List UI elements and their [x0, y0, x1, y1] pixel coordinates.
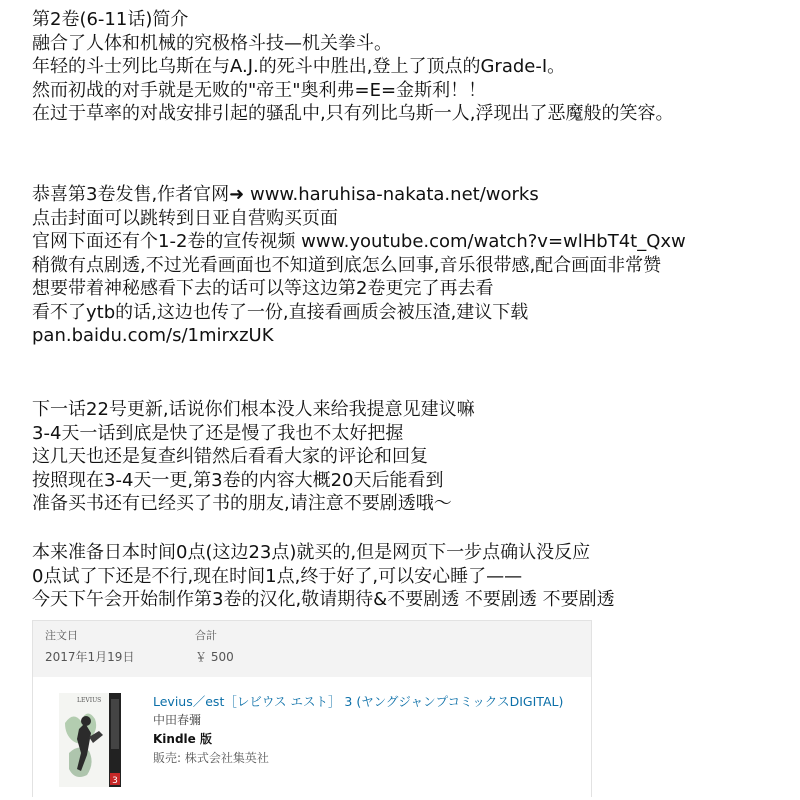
intro-line: 融合了人体和机械的究极格斗技—机关拳斗。	[32, 32, 392, 54]
purchase-section	[32, 541, 792, 612]
intro-line: 年轻的斗士列比乌斯在与A.J.的死斗中胜出,登上了顶点的Grade-Ⅰ。	[32, 56, 566, 77]
baidu-link: pan.baidu.com/s/1mirxzUK	[32, 325, 274, 346]
update-line: 3-4天一话到底是快了还是慢了我也不太好把握	[32, 422, 404, 444]
video-link-line: 官网下面还有个1-2卷的宣传视频 www.youtube.com/watch?v=wlHbT4t_Qxw	[32, 231, 686, 252]
product-author: 中田春彌	[153, 713, 202, 727]
product-seller: 販売: 株式会社集英社	[153, 751, 269, 765]
product-format: Kindle 版	[153, 732, 212, 746]
update-line: 准备买书还有已经买了书的朋友,请注意不要剧透哦～	[32, 493, 452, 514]
download-note-line: 看不了ytb的话,这边也传了一份,直接看画质会被压渣,建议下载	[32, 301, 529, 323]
book-cover-art	[59, 693, 121, 787]
update-line: 按照现在3-4天一更,第3卷的内容大概20天后能看到	[32, 469, 444, 491]
order-date	[45, 628, 134, 666]
purchase-line: 本来准备日本时间0点(这边23点)就买的,但是网页下一步点确认没反应	[32, 542, 591, 563]
order-date-value: 2017年1月19日	[45, 650, 135, 664]
video-note-line: 稍微有点剧透,不过光看画面也不知道到底怎么回事,音乐很带感,配合画面非常赞	[32, 254, 662, 276]
intro-line: 然而初战的对手就是无败的"帝王"奥利弗=E=金斯利！！	[32, 79, 487, 101]
purchase-line: 今天下午会开始制作第3卷的汉化,敬请期待&不要剧透 不要剧透 不要剧透	[32, 589, 615, 610]
update-section	[32, 398, 792, 516]
update-line: 这几天也还是复查纠错然后看看大家的评论和回复	[32, 446, 428, 467]
intro-line: 第2卷(6-11话)简介	[32, 9, 189, 30]
product-title-link[interactable]: Levius／est［レビウス エスト］ 3 (ヤングジャンプコミックスDIGITAL)	[153, 694, 564, 709]
links-section	[32, 183, 792, 348]
order-date-label: 注文日	[45, 629, 78, 642]
book-cover-icon[interactable]	[59, 693, 121, 787]
cover-volume-number: 3	[112, 776, 118, 786]
intro-section	[32, 8, 792, 126]
intro-line: 在过于草率的对战安排引起的骚乱中,只有列比乌斯一人,浮现出了恶魔般的笑容。	[32, 103, 674, 124]
order-total	[195, 628, 234, 666]
update-line: 下一话22号更新,话说你们根本没人来给我提意见建议嘛	[32, 399, 475, 420]
cover-note-line: 点击封面可以跳转到日亚自营购买页面	[32, 207, 338, 229]
order-total-label: 合計	[195, 629, 217, 642]
order-item	[32, 677, 592, 797]
order-header	[32, 620, 592, 677]
product-info	[153, 693, 563, 767]
official-site-line: 恭喜第3卷发售,作者官网➜ www.haruhisa-nakata.net/works	[32, 184, 539, 205]
order-total-value: ￥ 500	[195, 650, 234, 664]
cover-logo-mark: LEVIUS	[77, 697, 102, 704]
purchase-line: 0点试了下还是不行,现在时间1点,终于好了,可以安心睡了——	[32, 565, 523, 587]
video-note-line: 想要带着神秘感看下去的话可以等这边第2卷更完了再去看	[32, 278, 494, 299]
